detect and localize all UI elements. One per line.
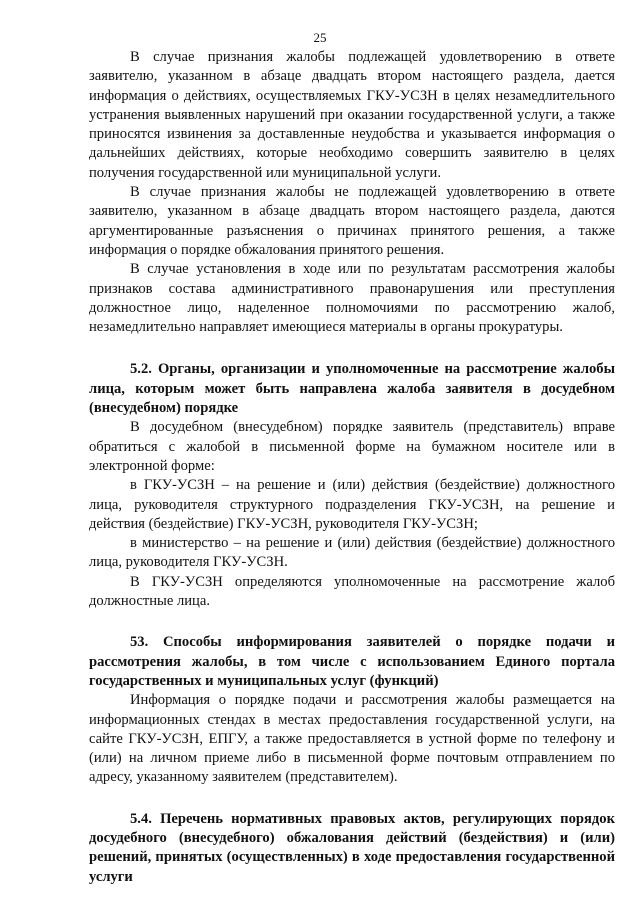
document-body [89,48,615,887]
section-5-2-paragraph-3: в министерство – на решение и (или) действия (бездействие) должностного лица, руководителя ГКУ-УСЗН. [89,535,615,571]
section-5-2-paragraph-4: В ГКУ-УСЗН определяются уполномоченные на рассмотрение жалоб должностные лица. [89,573,615,610]
section-5-2-paragraph-1: В досудебном (внесудебном) порядке заявитель (представитель) вправе обратиться с жалобой в письменной форме на бумажном носителе или в электронной форме: [89,419,615,474]
section-5-2-paragraph-2: в ГКУ-УСЗН – на решение и (или) действия (бездействие) должностного лица, руководителя структурного подразделения ГКУ-УСЗН, на решение и действия (бездействие) ГКУ-УСЗН, руководителя ГКУ-УСЗН; [89,477,615,532]
paragraph-complaint-rejected: В случае признания жалобы не подлежащей удовлетворению в ответе заявителю, указанном в абзаце двадцать втором настоящего раздела, даются аргументированные разъяснения о причинах принятого решения, а также информация о порядке обжалования принятого решения. [89,184,615,258]
section-5-2-heading: 5.2. Органы, организации и уполномоченные на рассмотрение жалобы лица, которым может быть направлена жалоба заявителя в досудебном (внесудебном) порядке [89,361,615,417]
paragraph-complaint-satisfied: В случае признания жалобы подлежащей удовлетворению в ответе заявителю, указанном в абзаце двадцать втором настоящего раздела, дается информация о действиях, осуществляемых ГКУ-УСЗН в целях незамедлительного устранения выявленных нарушений при оказании государственной услуги, а также приносятся извинения за доставленные неудобства и указывается информация о дальнейших действиях, которые необходимо совершить заявителю в целях получения государственной или муниципальной услуги. [89,49,615,181]
paragraph-prosecution-referral: В случае установления в ходе или по результатам рассмотрения жалобы признаков состава административного правонарушения или преступления должностное лицо, наделенное полномочиями по рассмотрению жалоб, незамедлительно направляет имеющиеся материалы в органы прокуратуры. [89,261,615,336]
page-number: 25 [313,30,327,45]
section-5-3-paragraph-1: Информация о порядке подачи и рассмотрения жалобы размещается на информационных стендах в местах предоставления государственной услуги, на сайте ГКУ-УСЗН, ЕПГУ, а также предоставляется в устной форме по телефону и (или) на личном приеме либо в письменной форме почтовым отправлением по адресу, указанному заявителем (представителем). [89,692,615,786]
section-5-4-heading: 5.4. Перечень нормативных правовых актов, регулирующих порядок досудебного (внесудебного) обжалования действий (бездействия) и (или) решений, принятых (осуществленных) в ходе предоставления государственной услуги [89,810,615,885]
section-5-3-heading: 53. Способы информирования заявителей о порядке подачи и рассмотрения жалобы, в том числе с использованием Единого портала государственных и муниципальных услуг (функций) [89,634,615,689]
